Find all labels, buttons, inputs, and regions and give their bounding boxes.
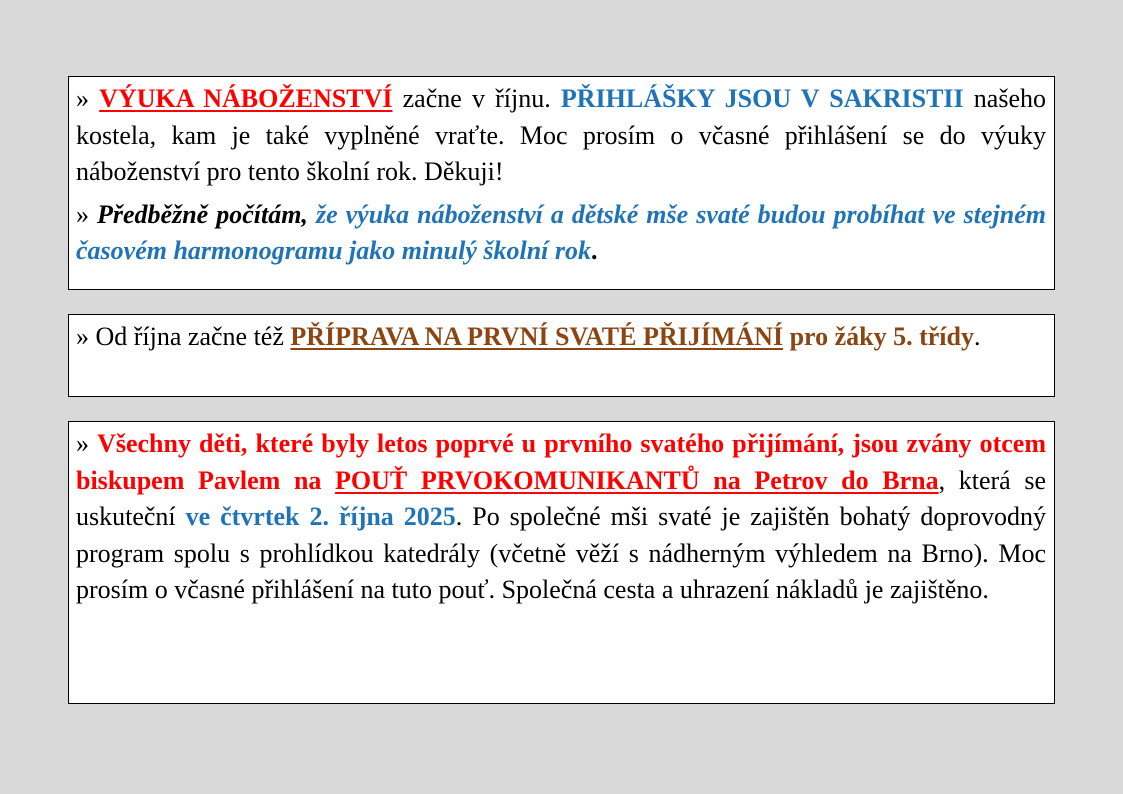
paragraph-communion-prep — [76, 319, 1046, 356]
bullet: » — [76, 84, 89, 113]
heading-first-communion-prep: PŘÍPRAVA NA PRVNÍ SVATÉ PŘIJÍMÁNÍ — [290, 322, 784, 351]
text-period: . — [974, 322, 981, 351]
heading-religious-education: VÝUKA NÁBOŽENSTVÍ — [99, 84, 393, 113]
text-takes-place: , která se uskuteční — [76, 465, 1046, 531]
highlight-schedule: že výuka náboženství a dětské mše svaté budou probíhat ve stejném časovém harmonogramu jako minulý školní rok — [76, 199, 1046, 265]
text-from-october: Od října začne též — [95, 322, 291, 351]
notice-pilgrimage — [68, 421, 1055, 704]
text-children-invited: Všechny děti, které byly letos poprvé u prvního svatého přijímání, jsou zvány otcem biskupem Pavlem na — [76, 429, 1046, 495]
paragraph-schedule — [76, 197, 1046, 270]
paragraph-enrollment — [76, 81, 1046, 191]
text-program-details: . Po společné mši svaté je zajištěn bohatý doprovodný program spolu s prohlídkou katedrály (včetně věží s nádherným výhledem na Brno). Moc prosím o včasné přihlášení na tuto pouť. Společná cesta a uhrazení nákladů je zajištěno. — [76, 502, 1046, 604]
bullet: » — [76, 199, 89, 229]
text-preliminary: Předběžně počítám, — [97, 199, 308, 229]
bullet: » — [76, 429, 89, 458]
notice-religious-education — [68, 76, 1055, 290]
text-period: . — [591, 236, 598, 265]
text-enrollment-details: našeho kostela, kam je také vyplněné vraťte. Moc prosím o včasné přihlášení se do výuky náboženství pro tento školní rok. Děkuji! — [76, 84, 1047, 186]
paragraph-pilgrimage — [76, 426, 1046, 609]
highlight-grade-5: pro žáky 5. třídy — [789, 322, 974, 351]
heading-pilgrimage: POUŤ PRVOKOMUNIKANTŮ na Petrov do Brna — [335, 465, 939, 495]
text-start-october: začne v říjnu. — [392, 84, 561, 113]
highlight-applications-sacristy: PŘIHLÁŠKY JSOU V SAKRISTII — [560, 84, 964, 113]
highlight-date: ve čtvrtek 2. října 2025 — [185, 502, 456, 531]
bullet: » — [76, 322, 89, 351]
notice-first-communion-prep — [68, 314, 1055, 397]
